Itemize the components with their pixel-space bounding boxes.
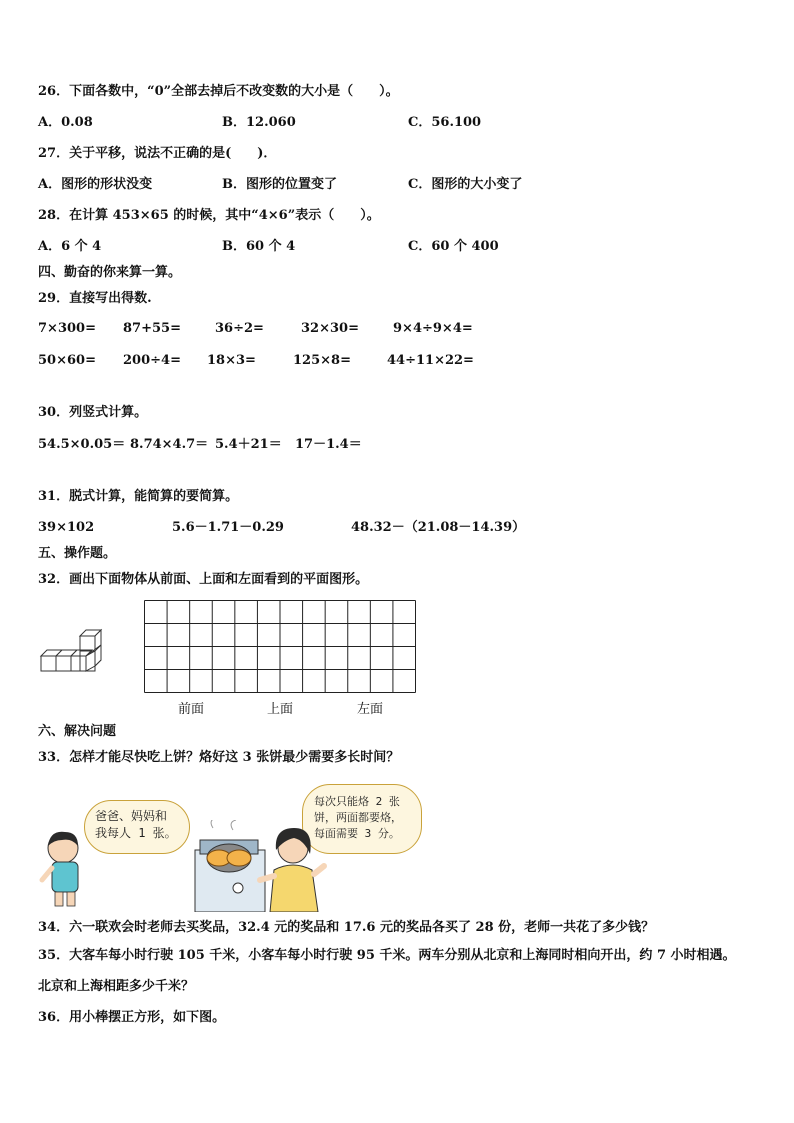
calc-item: 125×8= xyxy=(293,353,351,368)
calc-item: 17－1.4＝ xyxy=(295,437,362,452)
boy-figure xyxy=(42,832,78,906)
option-c[interactable]: C．图形的大小变了 xyxy=(408,177,523,192)
cube-stack-figure xyxy=(38,628,108,676)
calc-item: 9×4÷9×4= xyxy=(393,321,473,336)
section-heading-4: 四、勤奋的你来算一算。 xyxy=(38,265,182,280)
illustration xyxy=(38,820,418,912)
option-b[interactable]: B．图形的位置变了 xyxy=(222,177,337,192)
calc-item: 7×300= xyxy=(38,321,96,336)
question-30-stem: 30．列竖式计算。 xyxy=(38,405,148,420)
option-b[interactable]: B．60 个 4 xyxy=(222,239,296,254)
speech-text-mother: 每次只能烙 2 张 饼，两面都要烙， 每面需要 3 分。 xyxy=(314,795,402,840)
calc-item: 32×30= xyxy=(301,321,359,336)
calc-item: 18×3= xyxy=(207,353,256,368)
speech-text-boy: 爸爸、妈妈和 我每人 1 张。 xyxy=(95,809,177,840)
view-label-top: 上面 xyxy=(267,702,294,717)
section-heading-5: 五、操作题。 xyxy=(38,546,117,561)
view-label-front: 前面 xyxy=(178,702,205,717)
calc-item: 8.74×4.7＝ xyxy=(130,437,209,452)
question-28-stem: 28．在计算 453×65 的时候，其中“4×6”表示（ ）。 xyxy=(38,208,380,223)
option-a[interactable]: A．图形的形状没变 xyxy=(38,177,153,192)
question-27-stem: 27．关于平移，说法不正确的是( )． xyxy=(38,146,277,161)
answer-grid[interactable] xyxy=(144,600,416,693)
stove-figure xyxy=(195,820,265,912)
option-a[interactable]: A．6 个 4 xyxy=(38,239,102,254)
calc-item: 5.6－1.71－0.29 xyxy=(172,520,284,535)
calc-item: 36÷2= xyxy=(215,321,264,336)
calc-item: 48.32－（21.08－14.39） xyxy=(351,520,526,535)
calc-item: 87+55= xyxy=(123,321,181,336)
calc-item: 54.5×0.05＝ xyxy=(38,437,126,452)
question-35-stem: 35．大客车每小时行驶 105 千米，小客车每小时行驶 95 千米。两车分别从北京和上海同时相向开出，约 7 小时相遇。 xyxy=(38,948,736,963)
mother-figure xyxy=(260,828,324,912)
calc-item: 39×102 xyxy=(38,520,95,535)
question-36-stem: 36．用小棒摆正方形，如下图。 xyxy=(38,1010,226,1025)
option-b[interactable]: B．12.060 xyxy=(222,115,296,130)
option-c[interactable]: C．56.100 xyxy=(408,115,482,130)
option-a[interactable]: A．0.08 xyxy=(38,115,93,130)
calc-item: 44÷11×22= xyxy=(387,353,474,368)
section-heading-6: 六、解决问题 xyxy=(38,724,117,739)
question-33-stem: 33．怎样才能尽快吃上饼？烙好这 3 张饼最少需要多长时间？ xyxy=(38,750,400,765)
view-label-left: 左面 xyxy=(357,702,384,717)
question-29-stem: 29．直接写出得数. xyxy=(38,291,152,306)
question-32-stem: 32．画出下面物体从前面、上面和左面看到的平面图形。 xyxy=(38,572,369,587)
option-c[interactable]: C．60 个 400 xyxy=(408,239,499,254)
calc-item: 200÷4= xyxy=(123,353,181,368)
calc-item: 50×60= xyxy=(38,353,96,368)
question-35-stem-line2: 北京和上海相距多少千米？ xyxy=(38,979,195,994)
question-34-stem: 34．六一联欢会时老师去买奖品，32.4 元的奖品和 17.6 元的奖品各买了 28 份，老师一共花了多少钱？ xyxy=(38,920,655,935)
question-31-stem: 31．脱式计算，能简算的要简算。 xyxy=(38,489,239,504)
question-26-stem: 26．下面各数中，“0”全部去掉后不改变数的大小是（ ）。 xyxy=(38,84,399,99)
calc-item: 5.4＋21＝ xyxy=(215,437,282,452)
